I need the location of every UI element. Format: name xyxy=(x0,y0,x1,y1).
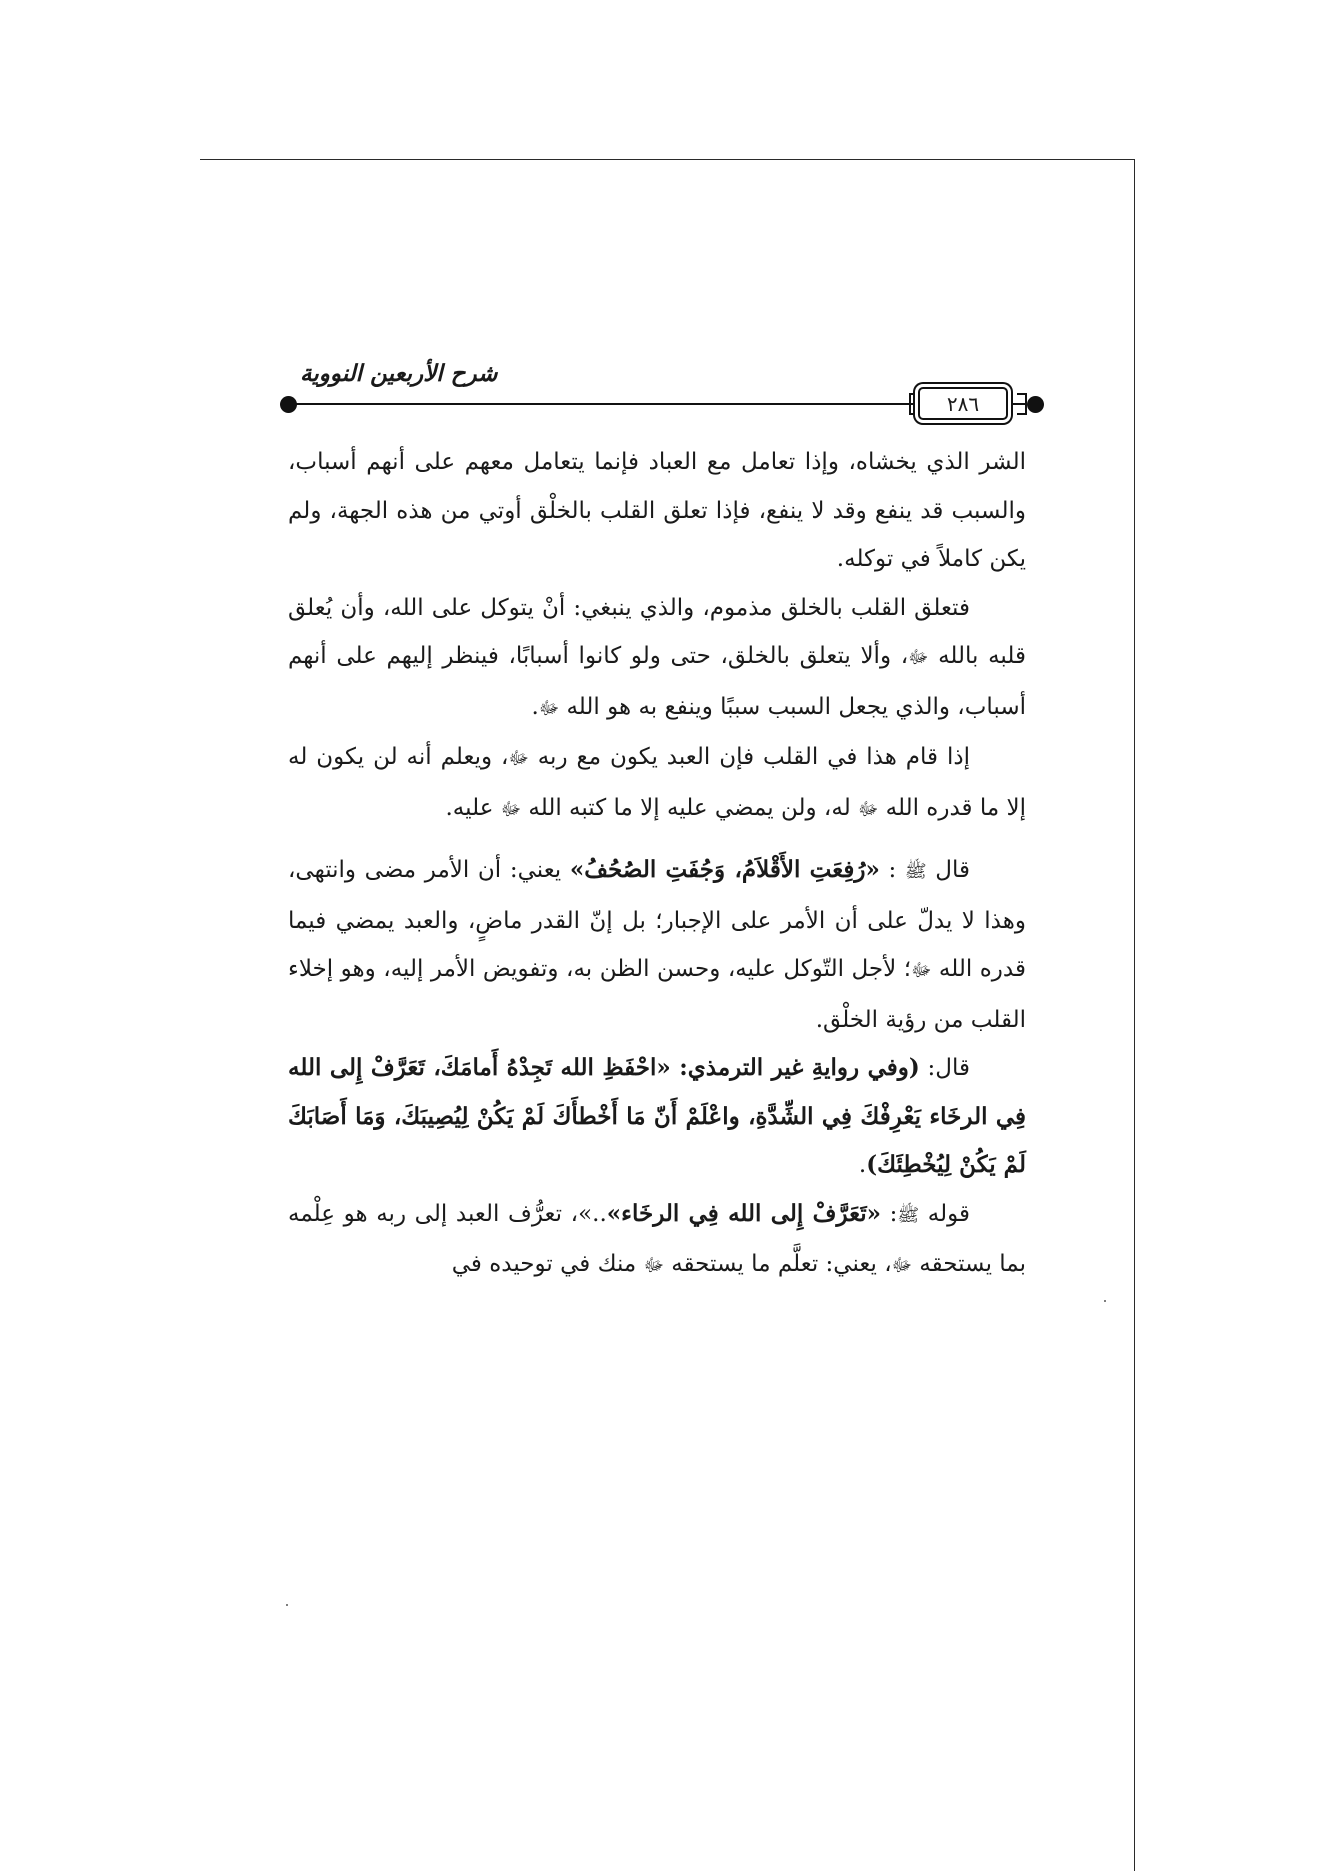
paragraph-text: فتعلق القلب بالخلق مذموم، والذي ينبغي: أنْ يتوكل على الله، وأن يُعلق قلبه بالله xyxy=(288,594,1026,669)
page-number: ٢٨٦ xyxy=(918,387,1008,420)
paragraph-text: عليه. xyxy=(445,794,501,821)
header-rule-right-dot xyxy=(1027,396,1044,413)
honorific-ligature: ﷻ xyxy=(538,697,560,719)
paragraph-text: : xyxy=(879,857,905,883)
quoted-text: «رُفِعَتِ الأَقْلاَمُ، وَجُفَتِ الصُحُفُ» xyxy=(569,856,880,883)
honorific-ligature: ﷻ xyxy=(508,748,529,769)
paragraph-text: منك في توحيده في xyxy=(451,1251,644,1277)
honorific-ligature: ﷻ xyxy=(500,798,522,820)
scan-border-top xyxy=(200,159,1135,160)
paragraph-text: إذا قام هذا في القلب فإن العبد يكون مع ربه xyxy=(528,744,970,770)
paragraph-text: قال xyxy=(926,857,970,883)
paragraph-text: . xyxy=(858,1152,867,1178)
paragraph-p6 xyxy=(288,1190,1026,1291)
scan-speck xyxy=(286,1604,288,1606)
honorific-ligature: ﷻ xyxy=(891,1255,912,1276)
honorific-ligature: ﷺ xyxy=(897,1204,920,1226)
scan-speck xyxy=(1104,1300,1106,1302)
paragraph-text: ، يعني: تعلَّم ما يستحقه xyxy=(663,1251,892,1277)
header-rule-left-dot xyxy=(280,396,297,413)
honorific-ligature: ﷺ xyxy=(904,861,927,882)
paragraph-text: يعني: أن الأمر مضى وانتهى، وهذا لا يدلّ على أن الأمر على الإجبار؛ بل إنّ القدر ماضٍ، والعبد يمضي فيما قدره الله xyxy=(288,857,1026,982)
paragraph-p5 xyxy=(288,1044,1026,1190)
paragraph-p2 xyxy=(288,584,1026,734)
honorific-ligature: ﷻ xyxy=(908,647,929,668)
book-title: شرح الأربعين النووية xyxy=(300,360,498,387)
paragraph-text: : xyxy=(881,1200,898,1227)
paragraph-p4 xyxy=(288,846,1026,1044)
paragraph-text: . xyxy=(531,693,539,720)
paragraph-text: قوله xyxy=(919,1200,971,1227)
paragraph-p3 xyxy=(288,733,1026,834)
paragraph-text: قال: xyxy=(919,1055,970,1081)
honorific-ligature: ﷻ xyxy=(643,1255,664,1276)
paragraph-text: الشر الذي يخشاه، وإذا تعامل مع العباد فإنما يتعامل معهم على أنهم أسباب، والسبب قد ينفع وقد لا ينفع، فإذا تعلق القلب بالخلْق أوتي من هذه الجهة، ولم يكن كاملاً في توكله. xyxy=(288,449,1026,572)
paragraph-text: ..»، تعرُّف العبد إلى ربه هو عِلْمه بما يستحقه xyxy=(288,1200,1026,1277)
paragraph-text: ، وألا يتعلق بالخلق، حتى ولو كانوا أسبابًا، فينظر إليهم على أنهم أسباب، والذي يجعل السبب سببًا وينفع به هو الله xyxy=(288,643,1026,720)
paragraph-text: ، ويعلم أنه لن يكون له إلا ما قدره الله xyxy=(288,744,1026,821)
paragraph-p1 xyxy=(288,438,1026,584)
quoted-text: «تَعَرَّفْ إِلى الله فِي الرخَاء» xyxy=(606,1199,882,1227)
scan-border-right xyxy=(1134,159,1135,1871)
body-text xyxy=(288,438,1026,1291)
quoted-text: (وفي روايةِ غير الترمذي: «احْفَظِ الله تَجِدْهُ أَمامَكَ، تَعَرَّفْ إِلى الله فِي الرخَاء يَعْرِفْكَ فِي الشِّدَّةِ، واعْلَمْ أَنّ مَا أَخْطأَكَ لَمْ يَكُنْ لِيُصِيبَكَ، وَمَا أَصَابَكَ لَمْ يَكُنْ لِيُخْطِئَكَ) xyxy=(288,1054,1026,1178)
paragraph-text: له، ولن يمضي عليه إلا ما كتبه الله xyxy=(521,794,859,821)
honorific-ligature: ﷻ xyxy=(911,960,932,981)
honorific-ligature: ﷻ xyxy=(858,798,879,820)
paragraph-text: ؛ لأجل التّوكل عليه، وحسن الظن به، وتفويض الأمر إليه، وهو إخلاء القلب من رؤية الخلْق. xyxy=(288,956,1026,1033)
header-rule-right-bracket xyxy=(1017,393,1027,415)
